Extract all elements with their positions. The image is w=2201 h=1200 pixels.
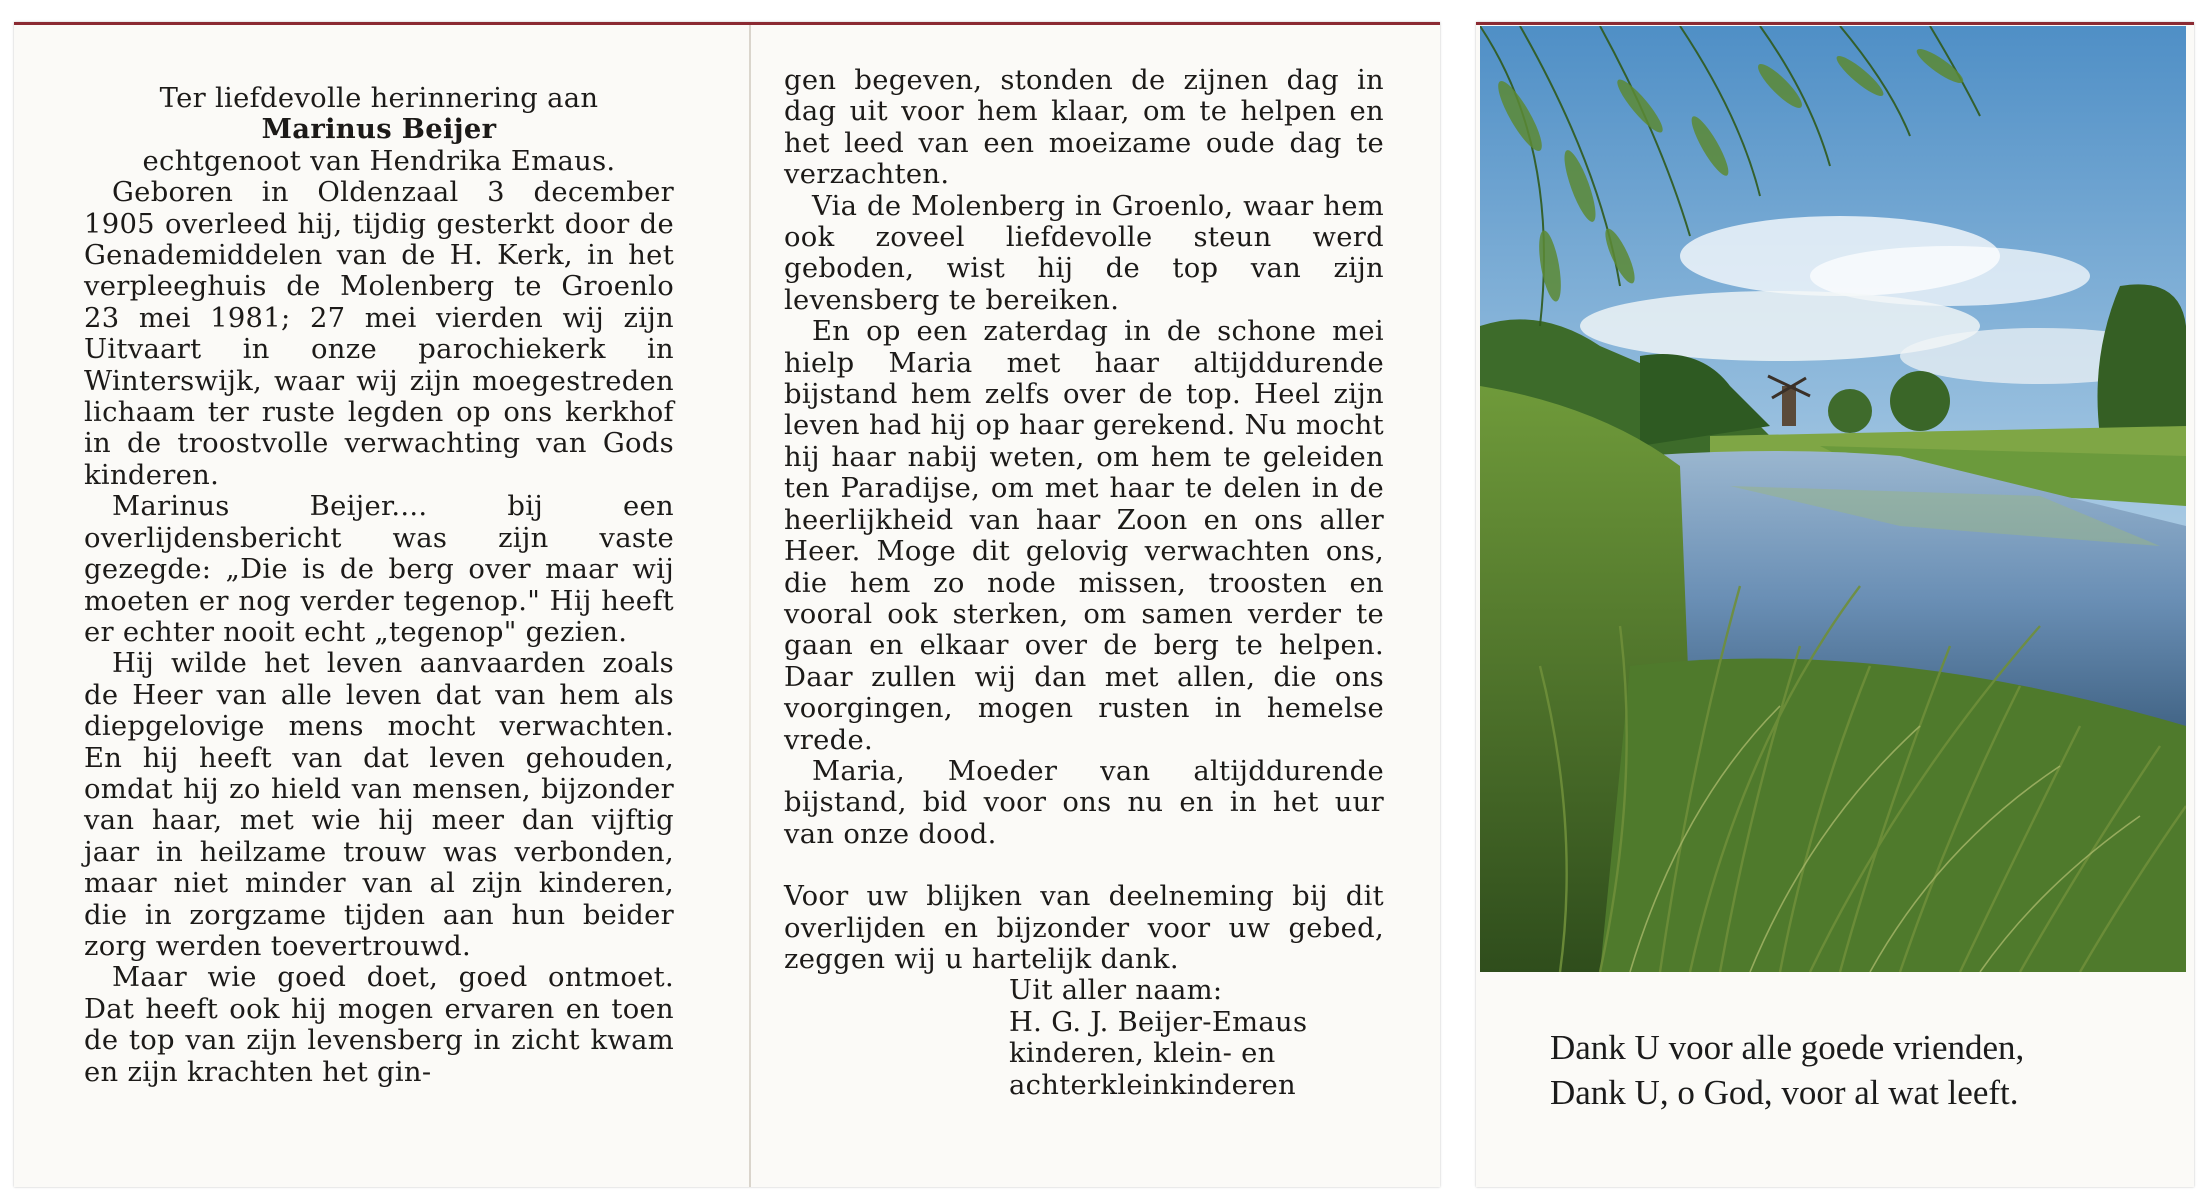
paragraph-continuation: gen begeven, stonden de zijnen dag in dag uit voor hem klaar, om te helpen en het leed van een moeizame oude dag te verzachten.	[784, 65, 1384, 191]
paragraph: Via de Molenberg in Groenlo, waar hem ook zoveel liefdevolle steun werd geboden, wist hij de top van zijn levensberg te bereiken.	[784, 190, 1384, 316]
paragraph: Maar wie goed doet, goed ontmoet. Dat heeft ook hij mogen ervaren en toen de top van zijn levensberg in zicht kwam en zijn krachten het gin-	[84, 962, 674, 1088]
landscape-illustration	[1480, 26, 2186, 972]
verse-line: Dank U, o God, voor al wat leeft.	[1550, 1073, 2019, 1112]
signature-block	[1009, 975, 1384, 1101]
signature-line: H. G. J. Beijer-Emaus	[1009, 1006, 1308, 1038]
heading-spouse: echtgenoot van Hendrika Emaus.	[142, 145, 616, 177]
paragraph: Maria, Moeder van altijddurende bijstand, bid voor ons nu en in het uur van onze dood.	[784, 755, 1384, 850]
thanks-paragraph: Voor uw blijken van deelneming bij dit overlijden en bijzonder voor uw gebed, zeggen wij u hartelijk dank.	[784, 881, 1384, 975]
paragraph: Geboren in Oldenzaal 3 december 1905 overleed hij, tijdig gesterkt door de Genademiddelen van de H. Kerk, in het verpleeghuis de Molenberg te Groenlo 23 mei 1981; 27 mei vierden wij zijn Uitvaart in onze parochiekerk in Winterswijk, waar wij zijn moegestreden lichaam ter ruste legden op ons kerkhof in de troostvolle verwachting van Gods kinderen.	[84, 177, 674, 491]
card-fold-line	[749, 25, 751, 1187]
heading-dedication: Ter liefdevolle herinnering aan	[159, 83, 599, 114]
paragraph: En op een zaterdag in de schone mei hielp Maria met haar altijddurende bijstand hem zelfs over de top. Heel zijn leven had hij op haar gerekend. Nu mocht hij haar nabij weten, om hem te geleiden ten Paradijse, om met haar te delen in de heerlijkheid van haar Zoon en ons aller Heer. Moge dit gelovig verwachten ons, die hem zo node missen, troosten en vooral ook sterken, om samen verder te gaan en elkaar over de berg te helpen. Daar zullen wij dan met allen, die ons voorgingen, mogen rusten in hemelse vrede.	[784, 316, 1384, 756]
signature-line: Uit aller naam:	[1009, 975, 1223, 1007]
text-column-left	[84, 83, 674, 1088]
paragraph: Hij wilde het leven aanvaarden zoals de Heer van alle leven dat van hem als diepgelovige mens mocht verwachten. En hij heeft van dat leven gehouden, omdat hij zo hield van mensen, bijzonder van haar, met wie hij meer dan vijftig jaar in heilzame trouw was verbonden, maar niet minder van al zijn kinderen, die in zorgzame tijden aan hun beider zorg werden toevertrouwd.	[84, 648, 674, 962]
deceased-name: Marinus Beijer	[261, 113, 497, 146]
paragraph: Marinus Beijer.... bij een overlijdensbericht was zijn vaste gezegde: „Die is de berg over maar wij moeten er nog verder tegenop." Hij heeft er echter nooit echt „tegenop" gezien.	[84, 491, 674, 648]
memorial-heading	[84, 83, 674, 177]
verse-line: Dank U voor alle goede vrienden,	[1550, 1028, 2025, 1067]
signature-line: kinderen, klein- en	[1009, 1038, 1276, 1070]
signature-line: achterkleinkinderen	[1009, 1069, 1296, 1101]
landscape-photo	[1480, 26, 2186, 972]
memorial-card-inside	[14, 22, 1440, 1187]
verse-text	[1550, 1025, 2150, 1115]
text-column-right	[784, 65, 1384, 1101]
